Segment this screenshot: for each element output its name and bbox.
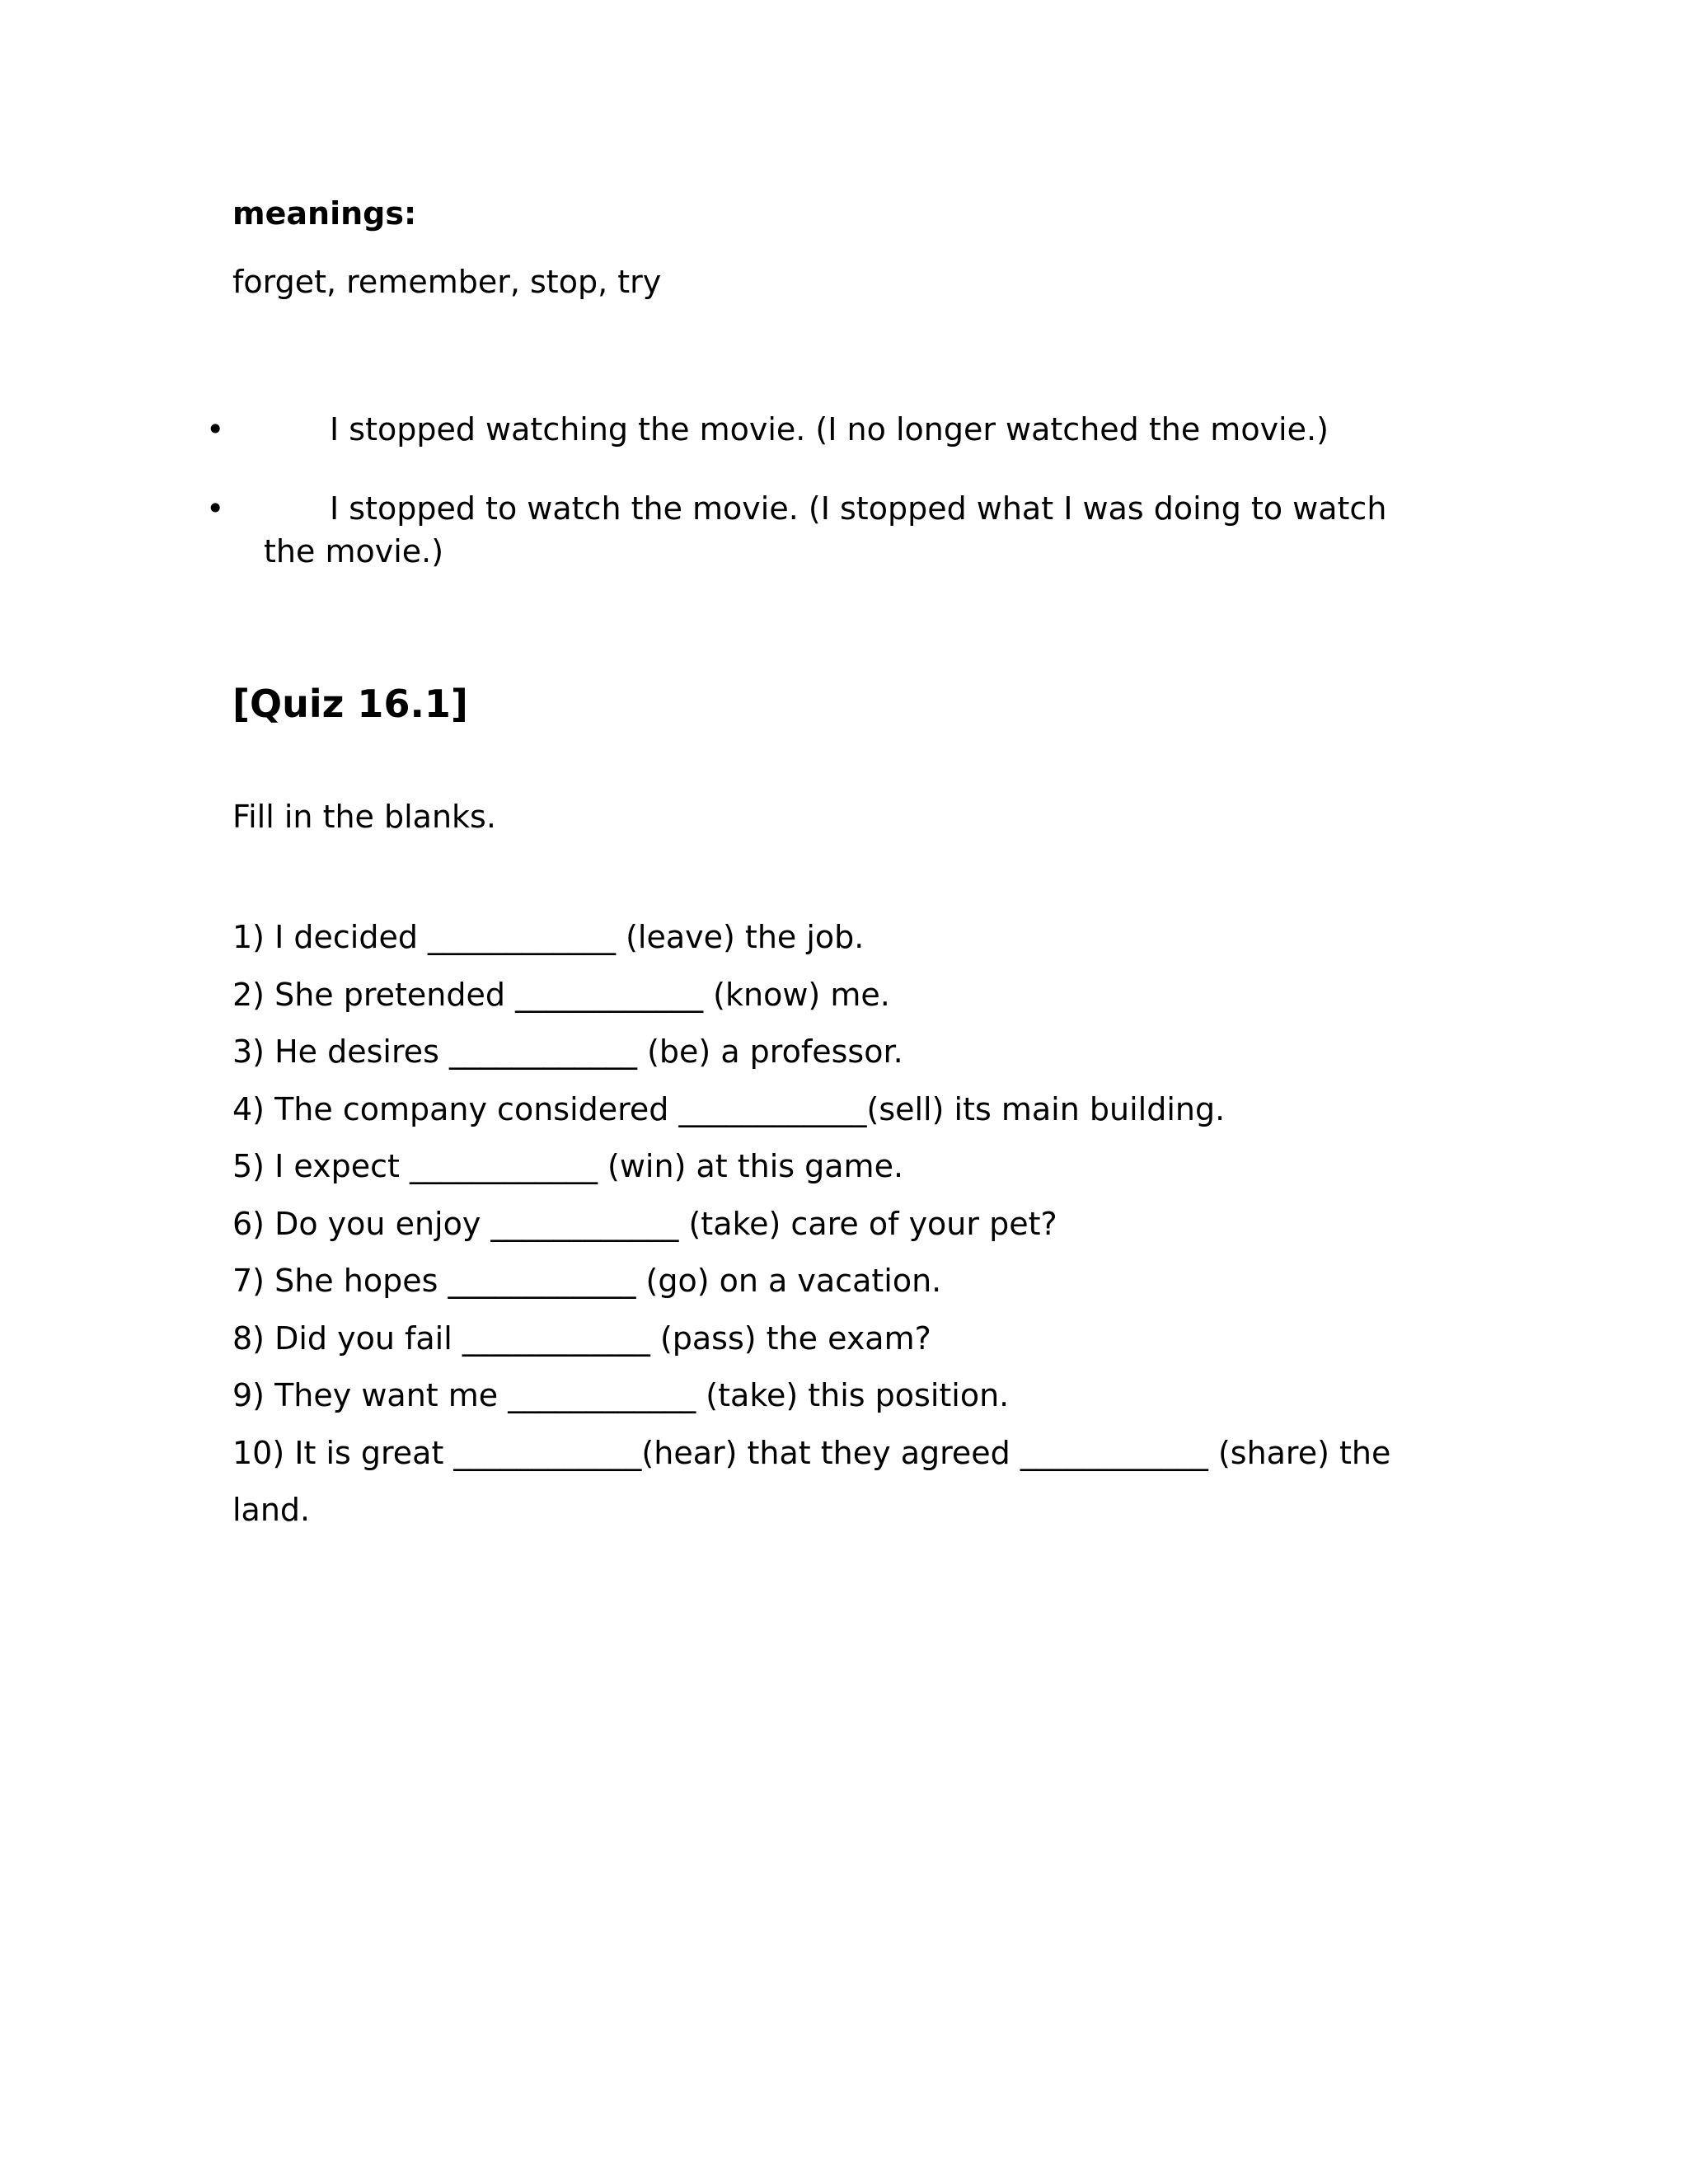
quiz-question: 6) Do you enjoy ____________ (take) care of your pet? (232, 1205, 1057, 1242)
quiz-question: 5) I expect ____________ (win) at this game. (232, 1148, 904, 1184)
quiz-question: 4) The company considered ____________(sell) its main building. (232, 1090, 1226, 1127)
quiz-title: [Quiz 16.1] (232, 682, 468, 726)
quiz-question: 2) She pretended ____________ (know) me. (232, 976, 890, 1013)
quiz-instruction: Fill in the blanks. (232, 799, 496, 835)
quiz-question: 9) They want me ____________ (take) this position. (232, 1377, 1010, 1413)
quiz-question: 1) I decided ____________ (leave) the job. (232, 919, 865, 955)
meanings-heading: meanings: (232, 195, 417, 232)
meanings-list: forget, remember, stop, try (232, 264, 662, 300)
example-text: I stopped to watch the movie. (I stopped what I was doing to watch the movie.) (264, 490, 1387, 569)
quiz-question: 3) He desires ____________ (be) a professor. (232, 1033, 903, 1070)
example-text: I stopped watching the movie. (I no longer watched the movie.) (330, 411, 1329, 448)
quiz-question: 10) It is great ____________(hear) that they agreed ____________ (share) the land. (232, 1434, 1401, 1528)
quiz-question-list (232, 909, 1403, 1540)
bullet-icon: • (206, 490, 225, 527)
quiz-question: 8) Did you fail ____________ (pass) the exam? (232, 1319, 931, 1357)
quiz-question: 7) She hopes ____________ (go) on a vacation. (232, 1263, 942, 1299)
bullet-icon: • (206, 411, 225, 448)
